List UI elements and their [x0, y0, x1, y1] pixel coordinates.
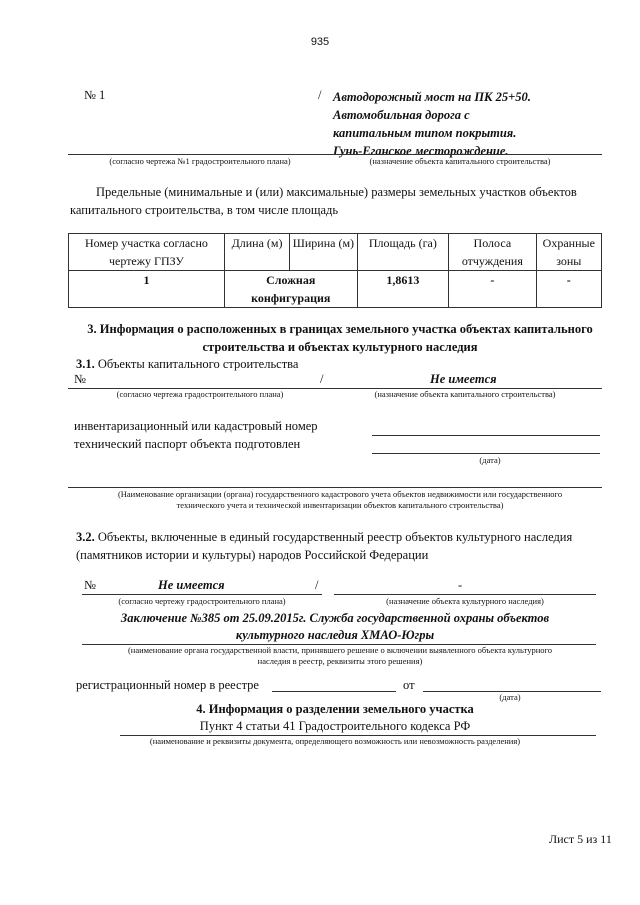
- underline: [68, 154, 602, 155]
- sheet-footer: Лист 5 из 11: [549, 832, 612, 846]
- caption-purpose: (назначение объекта капитального строительства): [374, 389, 556, 399]
- date-caption: (дата): [479, 455, 501, 465]
- slash-separator: /: [318, 88, 322, 102]
- registry-number-line: [272, 691, 396, 692]
- conclusion-line2: культурного наследия ХМАО-Югры: [235, 628, 435, 642]
- object-name-line: капитальным типом покрытия.: [333, 126, 517, 140]
- organ-caption-line2: наследия в реестр, реквизиты этого решения): [257, 656, 423, 666]
- section31-number: 3.1.: [76, 357, 95, 371]
- section32-line1: [76, 530, 606, 545]
- caption-purpose: (назначение объекта капитального строительства): [369, 156, 551, 166]
- page-number: 935: [310, 36, 330, 48]
- slash-separator: /: [315, 578, 319, 592]
- org-caption-line2: технического учета и технической инвентаризации объектов капитального строительства): [176, 500, 504, 510]
- tech-passport-label: технический паспорт объекта подготовлен: [74, 437, 301, 451]
- table-header: Длина (м): [224, 234, 289, 271]
- sizes-text-line1: Предельные (минимальные и (или) максимальные) размеры земельных участков объектов: [96, 185, 577, 199]
- object-number: № 1: [84, 88, 106, 102]
- underline: [82, 594, 322, 595]
- table-header: Номер участка согласно чертежу ГПЗУ: [69, 234, 225, 271]
- section32-number: 3.2.: [76, 530, 95, 544]
- object-name-line: Гунь-Еганское месторождение.: [333, 144, 509, 158]
- date-line: [372, 453, 600, 454]
- section4-document: Пункт 4 статьи 41 Градостроительного кодекса РФ: [199, 719, 471, 733]
- org-caption-line1: (Наименование организации (органа) государственного кадастрового учета объектов недвижимости или государственного: [117, 489, 563, 499]
- slash-separator: /: [320, 372, 324, 386]
- section31-heading: [76, 357, 298, 372]
- section32-text: Объекты, включенные в единый государственный реестр объектов культурного наследия: [97, 530, 573, 544]
- section31-title: Объекты капитального строительства: [97, 357, 299, 371]
- object-name-line: Автомобильная дорога с: [333, 108, 470, 122]
- date-caption: (дата): [499, 692, 521, 702]
- table-header: Площадь (га): [357, 234, 449, 271]
- table-cell: 1,8613: [357, 271, 449, 308]
- caption-drawing: (согласно чертежа №1 градостроительного плана): [109, 156, 291, 166]
- table-header: Ширина (м): [290, 234, 357, 271]
- table-cell: -: [449, 271, 536, 308]
- underline: [68, 487, 602, 488]
- sizes-table: [68, 233, 602, 308]
- dash-value: -: [458, 578, 463, 592]
- registry-number-label: регистрационный номер в реестре: [76, 678, 259, 692]
- section32-line2: (памятников истории и культуры) народов Российской Федерации: [76, 548, 429, 562]
- conclusion-line1: Заключение №385 от 25.09.2015г. Служба государственной охраны объектов: [120, 611, 550, 625]
- caption-purpose: (назначение объекта культурного наследия): [386, 596, 544, 606]
- section4-caption: (наименование и реквизиты документа, определяющего возможность или невозможность разделения): [149, 736, 521, 746]
- organ-caption-line1: (наименование органа государственной власти, принявшего решение о включении выявленного объекта культурного: [127, 645, 553, 655]
- none-value: Не имеется: [158, 578, 225, 592]
- number-sign: №: [84, 578, 96, 592]
- table-cell: Сложная конфигурация: [224, 271, 357, 308]
- section3-title-line2: строительства и объектах культурного наследия: [202, 340, 478, 354]
- sizes-text-line2: капитального строительства, в том числе площадь: [70, 203, 339, 217]
- number-sign: №: [74, 372, 86, 386]
- table-cell: -: [536, 271, 601, 308]
- table-header: Полоса отчуждения: [449, 234, 536, 271]
- section4-title: 4. Информация о разделении земельного участка: [196, 702, 474, 716]
- table-header: Охранные зоны: [536, 234, 601, 271]
- caption-drawing: (согласно чертежу градостроительного плана): [118, 596, 286, 606]
- from-label: от: [403, 678, 415, 692]
- table-cell: 1: [69, 271, 225, 308]
- caption-drawing: (согласно чертежа градостроительного плана): [116, 389, 284, 399]
- inventory-line: [372, 435, 600, 436]
- object-name: [333, 88, 531, 160]
- none-value: Не имеется: [430, 372, 497, 386]
- section3-title-line1: 3. Информация о расположенных в границах земельного участка объектах капитального: [87, 322, 593, 336]
- inventory-label: инвентаризационный или кадастровый номер: [74, 419, 318, 433]
- object-name-line: Автодорожный мост на ПК 25+50.: [333, 90, 531, 104]
- underline: [334, 594, 596, 595]
